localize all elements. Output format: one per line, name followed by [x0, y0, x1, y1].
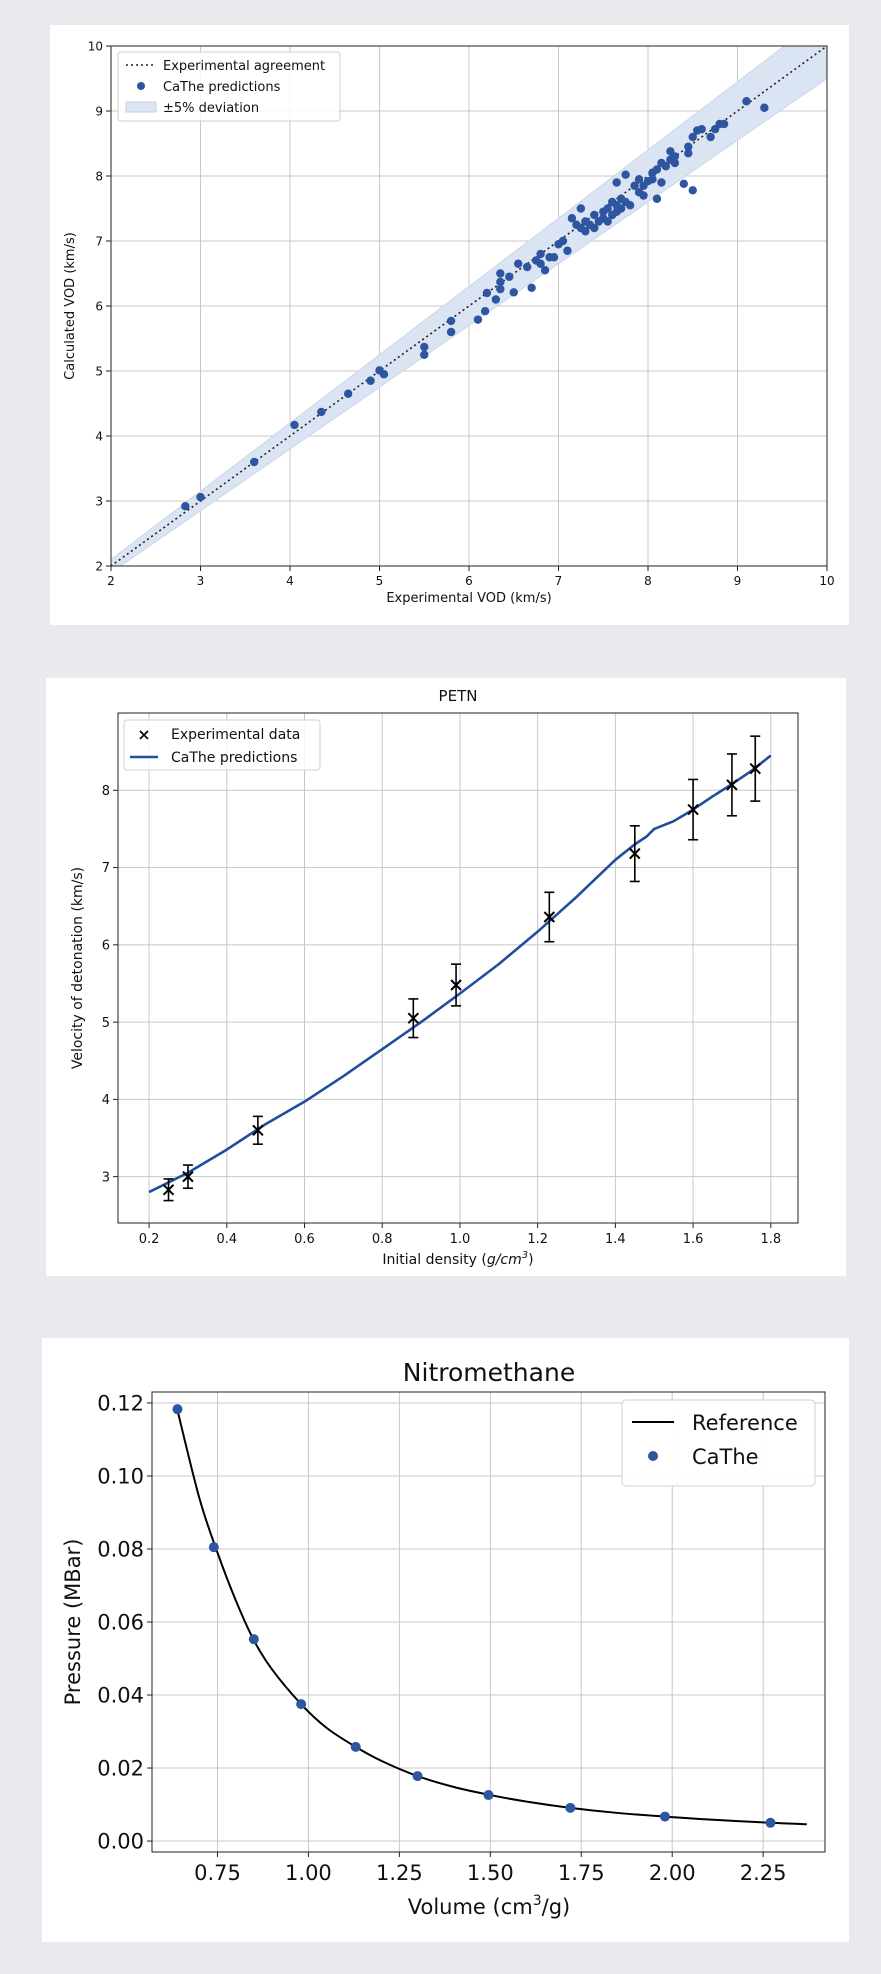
prediction-point: [250, 458, 258, 466]
prediction-point: [447, 328, 455, 336]
chart-title: PETN: [438, 687, 478, 705]
y-tick-label: 0.02: [97, 1756, 144, 1781]
legend-dot-icon: [648, 1451, 658, 1461]
x-tick-label: 5: [375, 574, 384, 588]
y-tick-label: 5: [101, 1015, 110, 1031]
y-tick-label: 9: [95, 104, 103, 119]
prediction-point: [344, 390, 352, 398]
y-tick-label: 7: [95, 234, 103, 249]
x-tick-label: 4: [286, 574, 294, 588]
y-tick-label: 0.12: [97, 1391, 144, 1416]
petn-panel: [46, 678, 846, 1276]
prediction-point: [505, 273, 513, 281]
legend-band-icon: [126, 102, 156, 112]
cathe-point: [413, 1771, 423, 1781]
prediction-point: [559, 237, 567, 245]
y-tick-label: 3: [95, 494, 103, 509]
x-tick-label: 0.4: [216, 1232, 238, 1247]
y-tick-label: 6: [101, 938, 110, 954]
prediction-point: [536, 250, 544, 258]
cathe-point: [296, 1699, 306, 1709]
y-tick-label: 2: [95, 559, 103, 574]
cathe-point: [765, 1818, 775, 1828]
y-axis-label: Calculated VOD (km/s): [63, 232, 78, 380]
x-tick-label: 0.75: [194, 1861, 241, 1885]
prediction-point: [698, 125, 706, 133]
x-tick-label: 2.25: [739, 1861, 787, 1885]
chart-title: Nitromethane: [402, 1358, 576, 1387]
legend-label-deviation: ±5% deviation: [163, 101, 260, 116]
x-axis-label: [408, 1893, 571, 1919]
legend: [622, 1400, 815, 1486]
prediction-point: [626, 201, 634, 209]
prediction-point: [671, 159, 679, 167]
nitromethane-panel: [42, 1338, 849, 1942]
cathe-point: [565, 1803, 575, 1813]
x-tick-label: 2.00: [648, 1861, 696, 1885]
prediction-point: [648, 175, 656, 183]
prediction-point: [496, 285, 504, 293]
prediction-point: [483, 289, 491, 297]
prediction-point: [420, 351, 428, 359]
cathe-point: [172, 1404, 182, 1414]
prediction-point: [657, 178, 665, 186]
x-tick-label: 7: [554, 574, 563, 588]
prediction-point: [496, 278, 504, 286]
prediction-point: [706, 133, 714, 141]
x-tick-label: 9: [733, 574, 742, 588]
y-tick-label: 7: [101, 861, 110, 877]
x-tick-label: 6: [465, 574, 473, 588]
x-tick-label: 1.2: [527, 1232, 549, 1247]
x-axis-label-text: Volume (cm: [407, 1895, 533, 1919]
x-tick-label: 1.0: [449, 1232, 471, 1247]
x-axis-label-text: Initial density: [382, 1252, 477, 1268]
legend: [118, 52, 340, 121]
petn-chart: [46, 678, 846, 1276]
prediction-point: [447, 317, 455, 325]
cathe-point: [249, 1634, 259, 1644]
y-tick-label: 0.04: [97, 1683, 144, 1708]
cathe-point: [209, 1542, 219, 1552]
x-axis-label: Experimental VOD (km/s): [386, 591, 552, 606]
plot-area: [118, 713, 798, 1223]
y-tick-label: 6: [95, 299, 103, 314]
prediction-point: [563, 247, 571, 255]
x-axis-label: Initial density $(g/cm^3)$: [382, 1250, 534, 1268]
x-axis-label-tail: /g): [541, 1895, 571, 1919]
prediction-point: [492, 295, 500, 303]
y-tick-label: 4: [101, 1093, 110, 1109]
y-tick-label: 5: [95, 364, 103, 379]
y-tick-label: 4: [95, 429, 103, 444]
y-tick-label: 8: [101, 783, 110, 799]
x-tick-label: 1.75: [557, 1861, 605, 1885]
prediction-point: [366, 377, 374, 385]
prediction-point: [612, 178, 620, 186]
legend-dot-icon: [137, 82, 145, 90]
prediction-point: [684, 149, 692, 157]
cathe-point: [484, 1790, 494, 1800]
vod-scatter-chart: [50, 25, 849, 625]
x-tick-label: 3: [196, 574, 205, 588]
y-axis-label: Pressure (MBar): [61, 1538, 85, 1706]
prediction-point: [481, 307, 489, 315]
y-tick-label: 0.00: [97, 1829, 144, 1854]
y-tick-label: 0.08: [97, 1537, 144, 1562]
x-tick-label: 0.8: [371, 1232, 393, 1247]
prediction-point: [514, 260, 522, 268]
prediction-point: [550, 253, 558, 261]
x-tick-label: 1.4: [605, 1232, 626, 1247]
x-tick-label: 0.6: [294, 1232, 315, 1247]
x-axis-label-exponent: 3: [532, 1893, 542, 1909]
y-tick-label: 3: [101, 1170, 110, 1186]
prediction-point: [496, 269, 504, 277]
x-tick-label: 1.8: [760, 1232, 782, 1247]
prediction-point: [523, 263, 531, 271]
x-axis-label-exponent: 3: [521, 1250, 529, 1261]
cathe-point: [660, 1812, 670, 1822]
prediction-point: [760, 104, 768, 112]
prediction-point: [689, 186, 697, 194]
vod-scatter-panel: [50, 25, 849, 625]
prediction-point: [527, 284, 535, 292]
prediction-point: [720, 120, 728, 128]
prediction-point: [577, 204, 585, 212]
x-tick-label: 8: [644, 574, 652, 588]
legend-label-experimental: Experimental data: [171, 727, 301, 743]
x-tick-label: 0.2: [138, 1232, 160, 1247]
y-tick-label: 8: [95, 169, 103, 184]
prediction-point: [196, 493, 204, 501]
legend-cross-icon: ×: [137, 725, 151, 744]
prediction-point: [474, 315, 482, 323]
x-tick-label: 10: [819, 574, 835, 588]
y-tick-label: 0.10: [97, 1464, 144, 1489]
legend: [124, 720, 320, 770]
prediction-point: [639, 191, 647, 199]
prediction-point: [420, 343, 428, 351]
cathe-point: [351, 1742, 361, 1752]
y-tick-label: 0.06: [97, 1610, 144, 1635]
legend-label-predictions: CaThe predictions: [163, 80, 281, 95]
legend-label-reference: Reference: [692, 1411, 798, 1435]
x-tick-label: 1.50: [466, 1861, 514, 1885]
prediction-point: [380, 370, 388, 378]
prediction-point: [317, 408, 325, 416]
y-tick-label: 10: [87, 39, 103, 54]
y-axis-label: Velocity of detonation (km/s): [70, 866, 86, 1070]
x-tick-label: 1.6: [682, 1232, 704, 1247]
x-tick-label: 1.00: [285, 1861, 332, 1885]
prediction-point: [621, 171, 629, 179]
prediction-point: [290, 421, 298, 429]
prediction-point: [536, 260, 544, 268]
legend-label-cathe: CaThe: [692, 1445, 759, 1469]
prediction-point: [510, 288, 518, 296]
nitromethane-chart: [42, 1338, 849, 1942]
legend-label-agreement: Experimental agreement: [163, 59, 326, 74]
x-axis-label-unit: g/cm: [486, 1252, 522, 1268]
prediction-point: [742, 97, 750, 105]
prediction-point: [653, 195, 661, 203]
legend-label-predictions: CaThe predictions: [171, 750, 298, 766]
x-tick-label: 2: [107, 574, 115, 588]
prediction-point: [680, 180, 688, 188]
prediction-point: [181, 502, 189, 510]
x-tick-label: 1.25: [375, 1861, 423, 1885]
